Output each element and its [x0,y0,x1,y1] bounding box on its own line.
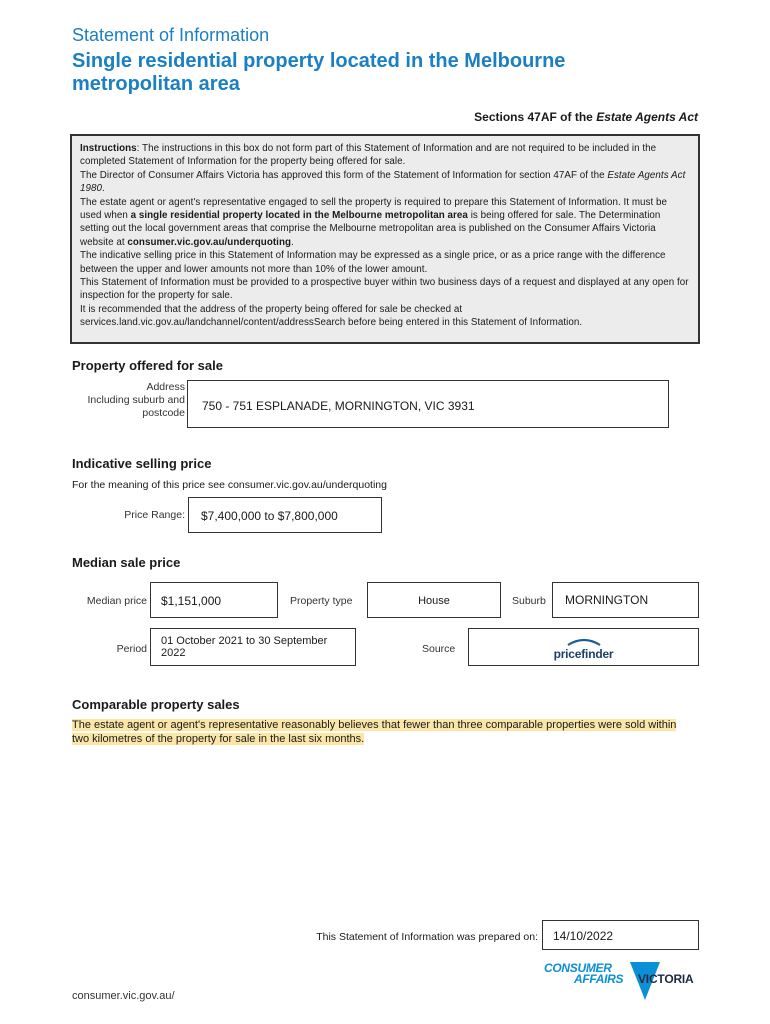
source-label: Source [422,643,456,655]
price-range-field[interactable]: $7,400,000 to $7,800,000 [188,497,382,533]
comparable-heading: Comparable property sales [72,697,240,712]
suburb-field[interactable]: MORNINGTON [552,582,699,618]
period-field[interactable]: 01 October 2021 to 30 September 2022 [150,628,356,666]
footer-website: consumer.vic.gov.au/ [72,990,175,1002]
comparable-statement: The estate agent or agent's representative reasonably believes that fewer than three comparable properties were sold within two kilometres of the property for sale in the last six months. [72,719,677,745]
median-price-field[interactable]: $1,151,000 [150,582,278,618]
property-type-field[interactable]: House [367,582,501,618]
pricefinder-arc-icon [566,638,602,646]
prepared-on-label: This Statement of Information was prepared on: [316,931,538,943]
sections-reference: Sections 47AF of the Estate Agents Act [474,110,698,124]
instructions-box [70,134,700,344]
instructions-paragraph-1: Instructions: The instructions in this box do not form part of this Statement of Information and are not required to be included in the completed Statement of Information for the property being offered for sale. [80,143,657,168]
logo-word-consumer: CONSUMER [544,961,612,975]
instructions-paragraph-3: The estate agent or agent's representative engaged to sell the property is required to prepare this Statement of Information. It must be used when a single residential property located in the Melbourne metropolitan area is being offered for sale. The Determination setting out the local government areas that comprise the Melbourne metropolitan area is published on the Consumer Affairs Victoria website at consumer.vic.gov.au/underquoting. [80,196,668,248]
price-range-label: Price Range: [124,509,185,521]
address-label: Address Including suburb and postcode [87,381,185,419]
document-title: Single residential property located in the Melbourne metropolitan area [72,50,566,95]
consumer-affairs-victoria-logo [544,960,702,1004]
instructions-paragraph-6: It is recommended that the address of the property being offered for sale be checked at services.land.vic.gov.au/landchannel/content/addressSearch before being entered in this Statement of Information. [80,303,583,329]
logo-word-affairs: AFFAIRS [574,972,624,986]
source-field[interactable] [468,628,699,666]
instructions-paragraph-2: The Director of Consumer Affairs Victoria has approved this form of the Statement of Information for section 47AF of the Estate Agents Act 1980. [80,169,686,195]
property-heading: Property offered for sale [72,358,223,373]
instructions-paragraph-5: This Statement of Information must be provided to a prospective buyer within two business days of a request and displayed at any open for inspection for the property for sale. [80,277,689,302]
instructions-paragraph-4: The indicative selling price in this Statement of Information may be expressed as a single price, or as a price range with the difference between the upper and lower amounts not more than 10% of the lower amount. [80,250,666,275]
pricefinder-logo-text: pricefinder [553,647,614,661]
indicative-heading: Indicative selling price [72,456,212,471]
pricefinder-logo [469,635,698,661]
property-type-label: Property type [290,595,353,607]
logo-word-victoria: VICTORIA [638,972,694,986]
suburb-label: Suburb [512,595,546,607]
indicative-note: For the meaning of this price see consumer.vic.gov.au/underquoting [72,479,387,491]
prepared-date-field[interactable]: 14/10/2022 [542,920,699,950]
median-price-label: Median price [86,595,147,607]
median-heading: Median sale price [72,555,181,570]
address-field[interactable]: 750 - 751 ESPLANADE, MORNINGTON, VIC 3931 [187,380,669,428]
statement-label: Statement of Information [72,25,270,45]
period-label: Period [116,643,147,655]
